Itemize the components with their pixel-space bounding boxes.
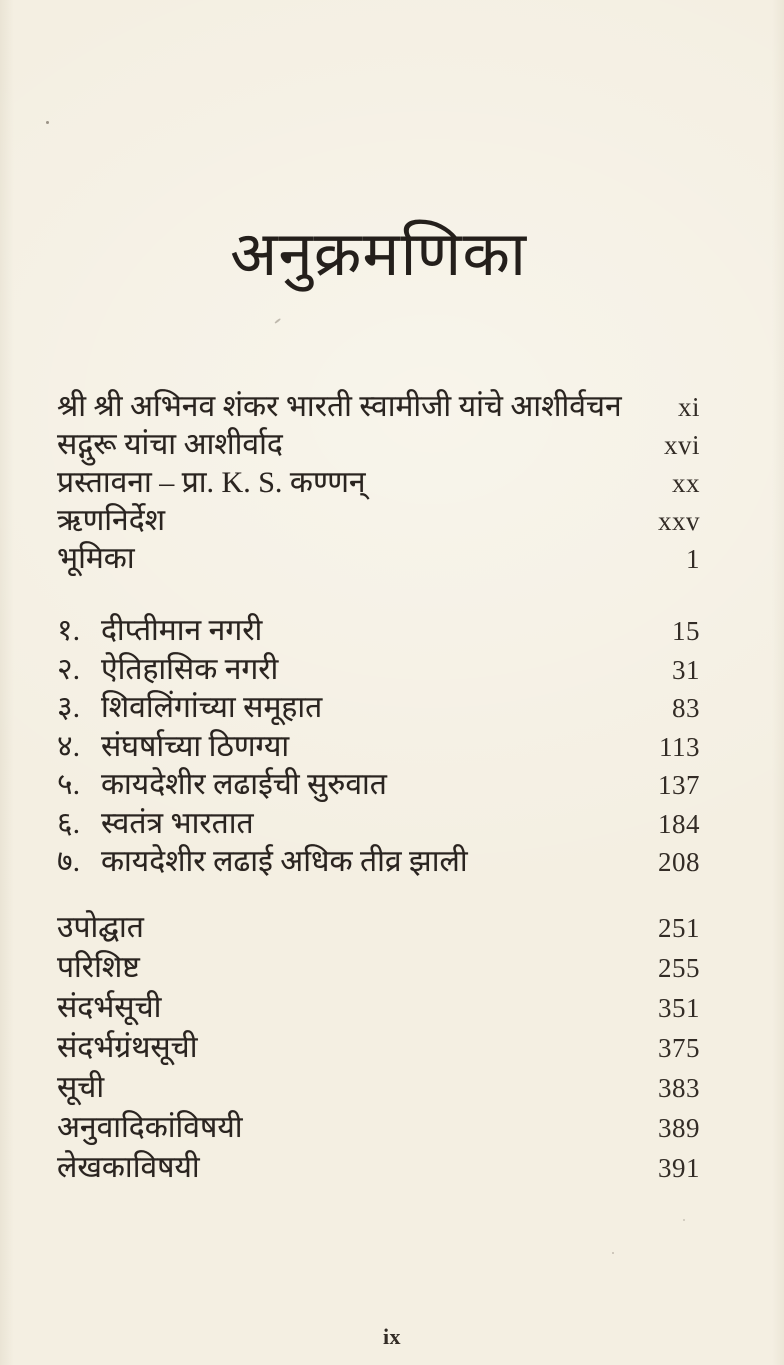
toc-entry	[57, 948, 700, 988]
chapter-number: ७.	[57, 845, 81, 879]
toc-entry	[57, 426, 700, 464]
toc-entry-label: शिवलिंगांच्या समूहात	[101, 691, 323, 725]
toc-entry-label: ऋणनिर्देश	[57, 504, 166, 538]
toc-entry	[57, 1108, 700, 1148]
toc-entry-label: भूमिका	[57, 542, 135, 576]
toc-entry-label: संघर्षाच्या ठिणग्या	[101, 729, 290, 763]
toc-entry-page: 83	[672, 693, 700, 724]
toc-entry-label: उपोद्घात	[57, 910, 144, 944]
toc-entry-label: संदर्भग्रंथसूची	[57, 1030, 198, 1064]
toc-entry	[57, 540, 700, 578]
toc-entry-page: 391	[658, 1152, 700, 1183]
toc-entry-page: 208	[658, 847, 700, 878]
chapter-number: २.	[57, 652, 81, 686]
toc-entry-label: संदर्भसूची	[57, 990, 162, 1024]
scan-speck	[274, 318, 280, 323]
toc-entry-page: xxv	[658, 506, 700, 537]
front-matter-list	[57, 388, 700, 578]
toc-entry	[57, 843, 700, 882]
toc-entry-page: 255	[658, 952, 700, 983]
chapter-number: ५.	[57, 768, 81, 802]
toc-entry	[57, 988, 700, 1028]
toc-entry-page: xx	[672, 468, 700, 499]
toc-entry-label: ऐतिहासिक नगरी	[101, 652, 279, 686]
toc-entry	[57, 908, 700, 948]
toc-entry-label: सद्गुरू यांचा आशीर्वाद	[57, 428, 283, 462]
toc-entry	[57, 728, 700, 767]
toc-entry-label: अनुवादिकांविषयी	[57, 1110, 243, 1144]
toc-entry-page: 137	[658, 770, 700, 801]
toc-entry-page: 113	[659, 731, 700, 762]
toc-entry-label: लेखकाविषयी	[57, 1150, 200, 1184]
toc-entry-page: 184	[658, 808, 700, 839]
page-folio: ix	[382, 1324, 402, 1349]
toc-entry	[57, 689, 700, 728]
scan-speck	[46, 121, 49, 124]
toc-entry-label: परिशिष्ट	[57, 950, 140, 984]
toc-entry-page: 383	[658, 1072, 700, 1103]
toc-entry	[57, 1148, 700, 1188]
toc-entry-page: 351	[658, 992, 700, 1023]
toc-entry-page: 1	[686, 544, 700, 575]
toc-entry-page: xi	[677, 392, 700, 423]
toc-entry-label: दीप्तीमान नगरी	[101, 614, 263, 648]
toc-entry-page: 31	[672, 654, 700, 685]
toc-entry-label: प्रस्तावना – प्रा. K. S. कण्णन्	[57, 466, 366, 500]
toc-entry	[57, 1028, 700, 1068]
chapter-list	[57, 612, 700, 882]
chapter-number: ६.	[57, 806, 81, 840]
toc-entry-label: कायदेशीर लढाई अधिक तीव्र झाली	[101, 845, 468, 879]
toc-entry	[57, 612, 700, 651]
scan-speck	[683, 1219, 685, 1221]
toc-entry-page: 375	[658, 1032, 700, 1063]
toc-entry	[57, 805, 700, 844]
toc-entry-label: कायदेशीर लढाईची सुरुवात	[101, 768, 387, 802]
toc-entry-page: xvi	[663, 430, 700, 461]
toc-entry	[57, 766, 700, 805]
scan-speck	[612, 1252, 614, 1254]
toc-entry	[57, 388, 700, 426]
toc-entry-label: स्वतंत्र भारतात	[101, 806, 254, 840]
toc-entry-label: सूची	[57, 1070, 105, 1104]
chapter-number: १.	[57, 614, 81, 648]
toc-entry-page: 15	[672, 616, 700, 647]
toc-entry-page: 389	[658, 1112, 700, 1143]
page-title: अनुक्रमणिका	[229, 221, 528, 289]
toc-entry-page: 251	[658, 912, 700, 943]
chapter-number: ३.	[57, 691, 81, 725]
toc-entry	[57, 464, 700, 502]
toc-entry	[57, 502, 700, 540]
toc-entry	[57, 651, 700, 690]
back-matter-list	[57, 908, 700, 1188]
chapter-number: ४.	[57, 729, 81, 763]
toc-entry	[57, 1068, 700, 1108]
toc-entry-label: श्री श्री अभिनव शंकर भारती स्वामीजी यांचे आशीर्वचन	[57, 390, 622, 424]
